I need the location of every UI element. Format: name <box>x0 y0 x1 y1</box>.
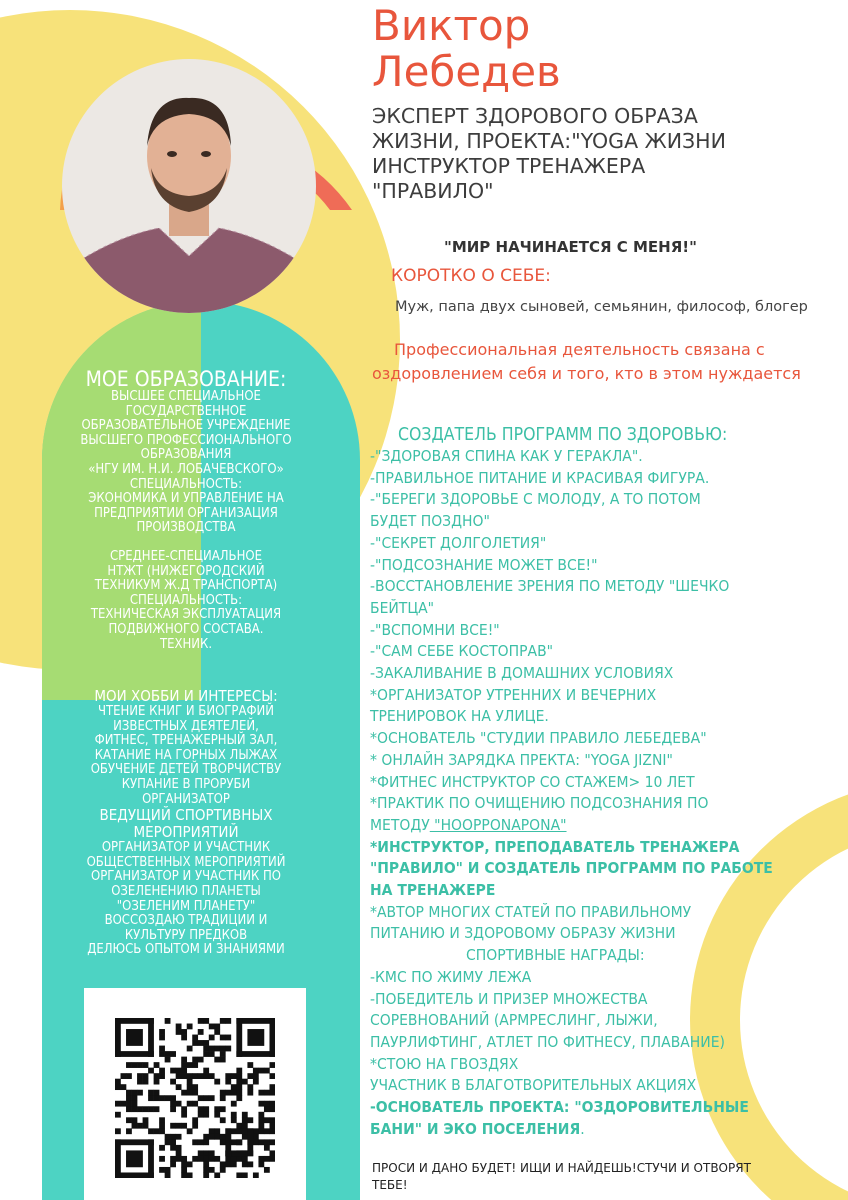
founder-part: . <box>580 1119 585 1138</box>
avatar <box>59 56 319 316</box>
education-line: СРЕДНЕЕ-СПЕЦИАЛЬНОЕ <box>110 548 262 564</box>
program-line: *АВТОР МНОГИХ СТАТЕЙ ПО ПРАВИЛЬНОМУ <box>370 902 692 921</box>
awards-heading: СПОРТИВНЫЕ НАГРАДЫ: <box>466 946 645 965</box>
program-line: -"ЗДОРОВАЯ СПИНА КАК У ГЕРАКЛА". <box>370 447 643 465</box>
method-prefix: МЕТОДУ <box>370 815 430 834</box>
hobby-line: ОРГАНИЗАТОР И УЧАСТНИК ПО <box>90 869 282 885</box>
education-line: ПРЕДПРИЯТИИ ОРГАНИЗАЦИЯ <box>94 505 278 521</box>
qr-code-icon[interactable] <box>115 1018 275 1178</box>
about-heading: КОРОТКО О СЕБЕ: <box>391 266 551 286</box>
education-line: ПОДВИЖНОГО СОСТАВА. <box>108 621 264 637</box>
hobby-line: КУПАНИЕ В ПРОРУБИ <box>121 776 251 792</box>
program-line: БЕЙТЦА" <box>370 598 435 617</box>
role-line: "ПРАВИЛО" <box>372 179 494 203</box>
education-line: ЭКОНОМИКА И УПРАВЛЕНИЕ НА <box>88 491 284 507</box>
method-link[interactable]: "HOOPPONAPONA" <box>429 815 567 834</box>
hobby-line: ОБЩЕСТВЕННЫХ МЕРОПРИЯТИЙ <box>86 854 286 870</box>
footer-line: ПРОСИ И ДАНО БУДЕТ! ИЩИ И НАЙДЕШЬ!СТУЧИ И ОТВОРЯТ <box>372 1161 751 1175</box>
program-line: -"ПОДСОЗНАНИЕ МОЖЕТ ВСЕ!" <box>370 555 598 574</box>
method-line <box>370 815 848 837</box>
professional-activity <box>372 338 801 386</box>
programs-heading: СОЗДАТЕЛЬ ПРОГРАММ ПО ЗДОРОВЬЮ: <box>398 425 728 445</box>
program-line: ТРЕНИРОВОК НА УЛИЦЕ. <box>370 707 549 726</box>
award-line: ПАУРЛИФТИНГ, АТЛЕТ ПО ФИТНЕСУ, ПЛАВАНИЕ) <box>370 1032 725 1051</box>
qr-code-card <box>84 988 306 1200</box>
program-line-bold: "ПРАВИЛО" И СОЗДАТЕЛЬ ПРОГРАММ ПО РАБОТЕ <box>370 859 773 878</box>
program-line: *ФИТНЕС ИНСТРУКТОР СО СТАЖЕМ> 10 ЛЕТ <box>370 772 695 791</box>
program-line: -ВОССТАНОВЛЕНИЕ ЗРЕНИЯ ПО МЕТОДУ "ШЕЧКО <box>370 577 730 596</box>
hobbies-section <box>42 688 330 958</box>
education-line: ГОСУДАРСТВЕННОЕ <box>125 403 247 419</box>
education-line: ТЕХНИЧЕСКАЯ ЭКСПЛУАТАЦИЯ <box>90 607 282 623</box>
education-line: ТЕХНИК. <box>159 636 213 652</box>
hobby-line: ВОССОЗДАЮ ТРАДИЦИИ И <box>104 913 268 929</box>
award-line: УЧАСТНИК В БЛАГОТВОРИТЕЛЬНЫХ АКЦИЯХ <box>370 1076 697 1095</box>
spacer <box>42 536 330 550</box>
hobbies-heading: МОИ ХОББИ И ИНТЕРЕСЫ: <box>94 687 278 705</box>
role-title <box>372 104 726 204</box>
hobby-line: КУЛЬТУРУ ПРЕДКОВ <box>124 927 248 943</box>
hobby-line-large: ВЕДУЩИЙ СПОРТИВНЫХ <box>99 806 273 825</box>
founder-part: БАНИ" И ЭКО ПОСЕЛЕНИЯ <box>370 1119 581 1138</box>
education-line: ТЕХНИКУМ Ж.Д ТРАНСПОРТА) <box>94 578 278 594</box>
award-line: *СТОЮ НА ГВОЗДЯХ <box>370 1054 519 1073</box>
hobby-line: ОРГАНИЗАТОР И УЧАСТНИК <box>101 840 271 856</box>
education-line: СПЕЦИАЛЬНОСТЬ: <box>129 592 243 608</box>
hobby-line: ОЗЕЛЕНЕНИЮ ПЛАНЕТЫ <box>111 883 261 899</box>
program-line: -"САМ СЕБЕ КОСТОПРАВ" <box>370 642 554 661</box>
program-line: -"БЕРЕГИ ЗДОРОВЬЕ С МОЛОДУ, А ТО ПОТОМ <box>370 490 701 509</box>
program-line: -ЗАКАЛИВАНИЕ В ДОМАШНИХ УСЛОВИЯХ <box>370 664 674 683</box>
first-name: Виктор <box>372 1 531 50</box>
program-line: ПИТАНИЮ И ЗДОРОВОМУ ОБРАЗУ ЖИЗНИ <box>370 924 676 943</box>
prof-line: Профессиональная деятельность связана с <box>394 340 765 359</box>
education-line: ОБРАЗОВАНИЯ <box>140 447 232 463</box>
founder-line <box>370 1097 848 1119</box>
program-line: * ОНЛАЙН ЗАРЯДКА ПРЕКТА: "YOGA JIZNI" <box>370 750 673 769</box>
program-line: *ОСНОВАТЕЛЬ "СТУДИИ ПРАВИЛО ЛЕБЕДЕВА" <box>370 729 707 748</box>
programs-section <box>370 424 848 1141</box>
program-line-bold: НА ТРЕНАЖЕРЕ <box>370 881 496 900</box>
footer-line: ТЕБЕ! <box>372 1178 408 1192</box>
education-line: ОБРАЗОВАТЕЛЬНОЕ УЧРЕЖДЕНИЕ <box>81 418 291 434</box>
footer-quote <box>372 1160 751 1194</box>
founder-part: : "ОЗДОРОВИТЕЛЬНЫЕ <box>563 1098 749 1117</box>
program-line: БУДЕТ ПОЗДНО" <box>370 512 490 531</box>
about-text: Муж, папа двух сыновей, семьянин, философ, блогер <box>395 299 808 315</box>
education-section <box>42 368 330 652</box>
program-line: -ПРАВИЛЬНОЕ ПИТАНИЕ И КРАСИВАЯ ФИГУРА. <box>370 468 710 487</box>
hobby-line: ДЕЛЮСЬ ОПЫТОМ И ЗНАНИЯМИ <box>87 942 285 958</box>
award-line: -ПОБЕДИТЕЛЬ И ПРИЗЕР МНОЖЕСТВА <box>370 989 648 1008</box>
hobby-line: ОРГАНИЗАТОР <box>142 791 230 807</box>
founder-part: -ОСНОВАТЕЛЬ ПРОЕКТА <box>370 1098 564 1117</box>
founder-line <box>370 1119 848 1141</box>
education-line: ВЫСШЕГО ПРОФЕССИОНАЛЬНОГО <box>80 432 292 448</box>
program-line: *ОРГАНИЗАТОР УТРЕННИХ И ВЕЧЕРНИХ <box>370 685 657 704</box>
education-line: НТЖТ (НИЖЕГОРОДСКИЙ <box>107 563 265 579</box>
education-line: СПЕЦИАЛЬНОСТЬ: <box>129 476 243 492</box>
education-heading: МОЕ ОБРАЗОВАНИЕ: <box>85 367 287 391</box>
program-line: -"ВСПОМНИ ВСЕ!" <box>370 620 500 639</box>
role-line: ЭКСПЕРТ ЗДОРОВОГО ОБРАЗА <box>372 104 698 128</box>
role-line: ИНСТРУКТОР ТРЕНАЖЕРА <box>372 154 646 178</box>
hobby-line: ЧТЕНИЕ КНИГ И БИОГРАФИЙ <box>97 704 275 719</box>
hobby-line: ИЗВЕСТНЫХ ДЕЯТЕЛЕЙ, <box>113 718 259 734</box>
award-line: -КМС ПО ЖИМУ ЛЕЖА <box>370 967 532 986</box>
program-line: -"СЕКРЕТ ДОЛГОЛЕТИЯ" <box>370 533 547 552</box>
hobby-line: ФИТНЕС, ТРЕНАЖЕРНЫЙ ЗАЛ, <box>94 733 278 749</box>
program-line: *ПРАКТИК ПО ОЧИЩЕНИЮ ПОДСОЗНАНИЯ ПО <box>370 794 709 813</box>
education-line: ПРОИЗВОДСТВА <box>136 520 236 536</box>
motto: "МИР НАЧИНАЕТСЯ С МЕНЯ!" <box>444 238 697 256</box>
hobby-line: "ОЗЕЛЕНИМ ПЛАНЕТУ" <box>116 898 256 914</box>
education-line: «НГУ ИМ. Н.И. ЛОБАЧЕВСКОГО» <box>88 461 284 477</box>
education-line: ВЫСШЕЕ СПЕЦИАЛЬНОЕ <box>111 389 261 404</box>
award-line: СОРЕВНОВАНИЙ (АРМРЕСЛИНГ, ЛЫЖИ, <box>370 1011 658 1030</box>
prof-line: оздоровлением себя и того, кто в этом нуждается <box>372 364 801 383</box>
hobby-line-large: МЕРОПРИЯТИЙ <box>133 823 239 842</box>
last-name: Лебедев <box>372 47 561 96</box>
hobby-line: КАТАНИЕ НА ГОРНЫХ ЛЫЖАХ <box>94 747 278 763</box>
role-line: ЖИЗНИ, ПРОЕКТА:"YOGA ЖИЗНИ <box>372 129 726 153</box>
hobby-line: ОБУЧЕНИЕ ДЕТЕЙ ТВОРЧИСТВУ <box>90 762 282 778</box>
program-line-bold: *ИНСТРУКТОР, ПРЕПОДАВАТЕЛЬ ТРЕНАЖЕРА <box>370 837 740 856</box>
